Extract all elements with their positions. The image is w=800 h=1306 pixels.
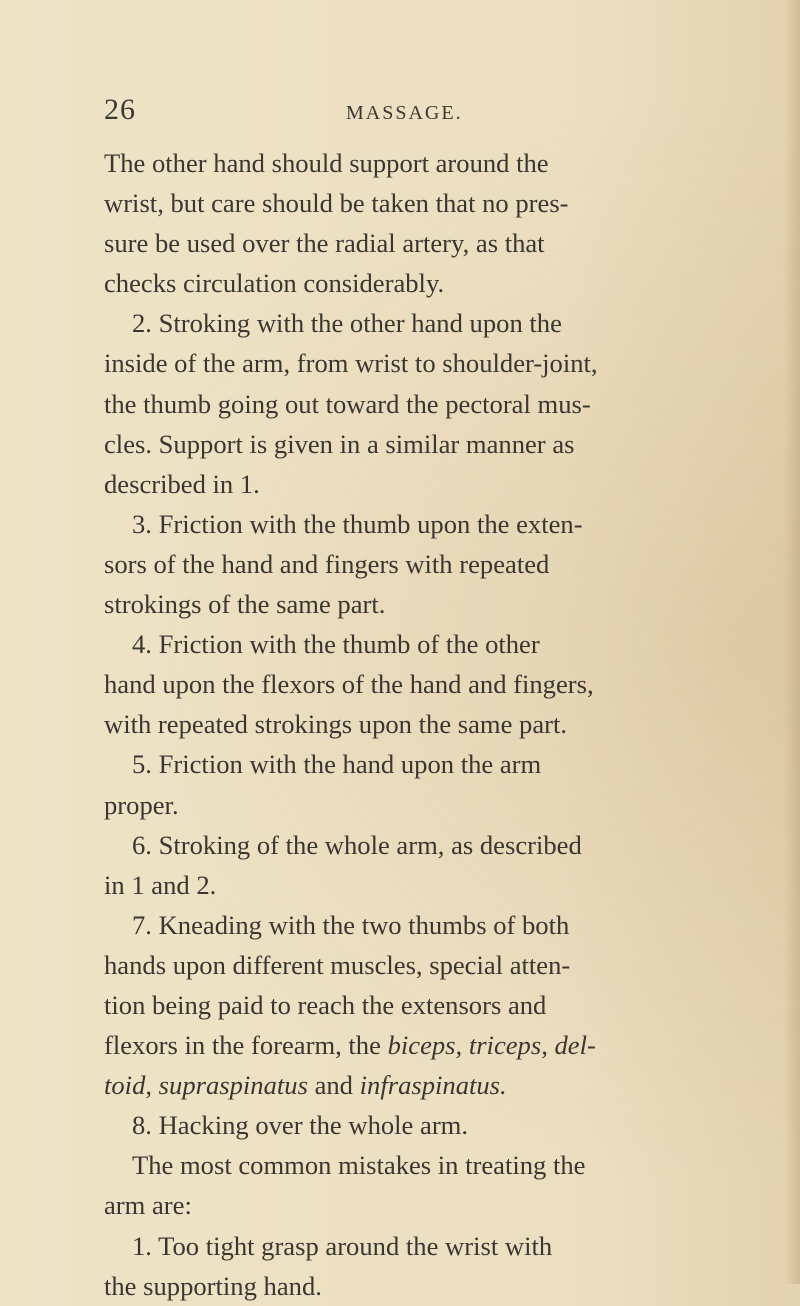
line-text: sors of the hand and fingers with repeated <box>104 548 550 579</box>
line-text: in 1 and 2. <box>104 869 217 900</box>
line-text: hand upon the flexors of the hand and fingers, <box>104 669 594 700</box>
line-text: 8. Hacking over the whole arm. <box>132 1110 469 1141</box>
line-text: tion being paid to reach the extensors and <box>104 989 547 1020</box>
line-text: 5. Friction with the hand upon the arm <box>132 749 542 780</box>
text-line <box>104 1065 700 1105</box>
text-line <box>104 1266 700 1306</box>
text-line <box>104 223 700 263</box>
text-line <box>104 1226 700 1266</box>
text-line <box>104 825 700 865</box>
line-text: the thumb going out toward the pectoral mus- <box>104 388 591 419</box>
line-text: with repeated strokings upon the same part. <box>104 709 568 740</box>
text-line <box>104 384 700 424</box>
text-line <box>104 905 700 945</box>
text-line <box>104 744 700 784</box>
line-text: and <box>314 1070 353 1101</box>
line-text: inside of the arm, from wrist to shoulder-joint, <box>104 348 598 379</box>
page-number: 26 <box>104 93 136 126</box>
line-text: The other hand should support around the <box>104 148 549 178</box>
line-text: flexors in the forearm, the <box>104 1030 381 1061</box>
text-line <box>104 945 700 985</box>
italic-term: toid, supraspinatus <box>104 1070 308 1101</box>
italic-term: biceps, triceps, del- <box>387 1030 596 1061</box>
text-line <box>104 704 700 744</box>
text-line <box>104 985 700 1025</box>
body-text <box>104 143 700 1306</box>
line-text: 6. Stroking of the whole arm, as described <box>132 829 582 860</box>
text-line <box>104 183 700 223</box>
text-line <box>104 544 700 584</box>
line-text: 7. Kneading with the two thumbs of both <box>132 909 570 940</box>
text-line <box>104 664 700 704</box>
text-line <box>104 1185 700 1225</box>
line-text: sure be used over the radial artery, as that <box>104 228 545 259</box>
text-line <box>104 263 700 303</box>
line-text: described in 1. <box>104 468 260 499</box>
line-text: 4. Friction with the thumb of the other <box>132 629 540 660</box>
line-text: checks circulation considerably. <box>104 268 445 299</box>
text-line <box>104 1105 700 1145</box>
line-text: wrist, but care should be taken that no pres- <box>104 188 569 219</box>
text-line <box>104 143 700 183</box>
line-text: strokings of the same part. <box>104 589 386 620</box>
line-text: proper. <box>104 789 179 820</box>
text-line <box>104 1025 700 1065</box>
text-line <box>104 464 700 504</box>
text-line <box>104 303 700 343</box>
page-header <box>104 92 700 128</box>
line-text: the supporting hand. <box>104 1270 322 1301</box>
text-line <box>104 624 700 664</box>
text-line <box>104 504 700 544</box>
text-line <box>104 424 700 464</box>
line-text: 1. Too tight grasp around the wrist with <box>132 1230 553 1261</box>
line-text: cles. Support is given in a similar manner as <box>104 428 575 459</box>
line-text: 3. Friction with the thumb upon the exten- <box>132 508 583 539</box>
line-text: hands upon different muscles, special atten- <box>104 949 571 980</box>
line-text: The most common mistakes in treating the <box>132 1150 586 1181</box>
text-line <box>104 1145 700 1185</box>
running-head: MASSAGE. <box>346 102 463 124</box>
line-text: arm are: <box>104 1190 192 1221</box>
text-line <box>104 865 700 905</box>
text-line <box>104 785 700 825</box>
text-line <box>104 343 700 383</box>
text-line <box>104 584 700 624</box>
italic-term: infraspinatus. <box>359 1070 507 1101</box>
page-edge-shadow <box>784 0 800 1284</box>
line-text: 2. Stroking with the other hand upon the <box>132 308 562 339</box>
